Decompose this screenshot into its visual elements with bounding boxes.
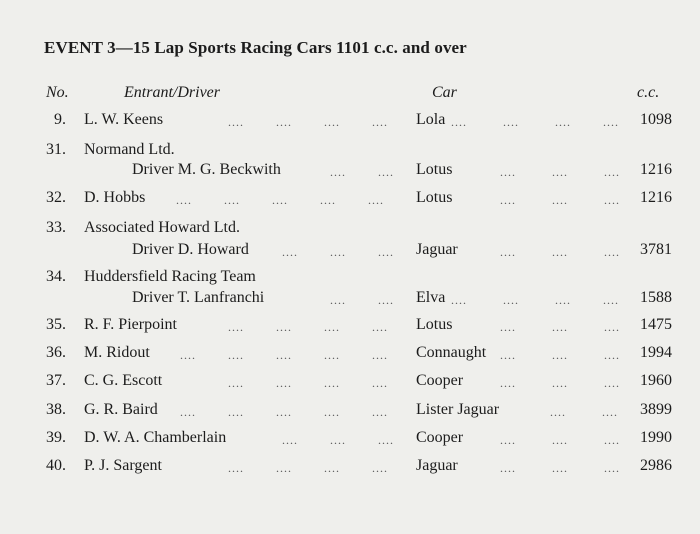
entrant-name: Normand Ltd. (84, 141, 175, 158)
entry-number: 37. (46, 372, 66, 389)
driver-name: Driver T. Lanfranchi (132, 289, 265, 306)
entry-number: 31. (46, 141, 66, 158)
entry-number: 40. (46, 457, 66, 474)
entry-number: 33. (46, 219, 66, 236)
entrant-name: R. F. Pierpoint (84, 316, 177, 333)
event-title: EVENT 3—15 Lap Sports Racing Cars 1101 c.c. and over (44, 38, 467, 57)
entrant-name: Associated Howard Ltd. (84, 219, 240, 236)
engine-cc: 1994 (640, 344, 672, 361)
leader-dots: .... .... .... (500, 461, 620, 475)
engine-cc: 1216 (640, 161, 672, 178)
entrant-name: D. Hobbs (84, 189, 146, 206)
column-header-car: Car (432, 84, 457, 101)
leader-dots: .... .... .... (500, 193, 620, 207)
car-name: Lola (416, 111, 446, 128)
entrant-name: D. W. A. Chamberlain (84, 429, 227, 446)
car-name: Jaguar (416, 241, 458, 258)
engine-cc: 1475 (640, 316, 672, 333)
leader-dots: .... .... .... .... (228, 461, 388, 475)
leader-dots: .... .... .... .... .... (176, 193, 384, 207)
entrant-name: Huddersfield Racing Team (84, 268, 256, 285)
car-name: Cooper (416, 429, 464, 446)
entry-number: 9. (54, 111, 66, 128)
car-name: Lotus (416, 161, 453, 178)
driver-name: Driver D. Howard (132, 241, 249, 258)
entrant-name: C. G. Escott (84, 372, 163, 389)
leader-dots: .... .... .... (500, 433, 620, 447)
leader-dots: .... .... .... .... (451, 293, 619, 307)
car-name: Lister Jaguar (416, 401, 500, 418)
leader-dots: .... .... .... (500, 348, 620, 362)
entry-number: 39. (46, 429, 66, 446)
leader-dots: .... .... .... (500, 165, 620, 179)
car-name: Cooper (416, 372, 464, 389)
entry-number: 35. (46, 316, 66, 333)
entrant-name: M. Ridout (84, 344, 150, 361)
column-header-no: No. (46, 84, 69, 101)
car-name: Connaught (416, 344, 487, 361)
entry-number: 36. (46, 344, 66, 361)
column-header-cc: c.c. (637, 84, 660, 101)
leader-dots: .... .... (330, 293, 394, 307)
engine-cc: 3781 (640, 241, 672, 258)
engine-cc: 1098 (640, 111, 672, 128)
car-name: Lotus (416, 316, 453, 333)
entry-number: 34. (46, 268, 66, 285)
leader-dots: .... .... .... (282, 245, 394, 259)
leader-dots: .... .... .... .... .... (180, 348, 388, 362)
leader-dots: .... .... (550, 405, 618, 419)
entry-number: 38. (46, 401, 66, 418)
engine-cc: 3899 (640, 401, 672, 418)
entrant-name: P. J. Sargent (84, 457, 162, 474)
engine-cc: 1216 (640, 189, 672, 206)
column-header-entrant: Entrant/Driver (124, 84, 220, 101)
entrant-name: L. W. Keens (84, 111, 164, 128)
engine-cc: 1990 (640, 429, 672, 446)
entrant-name: G. R. Baird (84, 401, 158, 418)
engine-cc: 1588 (640, 289, 672, 306)
leader-dots: .... .... .... .... (228, 115, 388, 129)
car-name: Lotus (416, 189, 453, 206)
leader-dots: .... .... .... .... .... (180, 405, 388, 419)
leader-dots: .... .... .... (500, 376, 620, 390)
engine-cc: 2986 (640, 457, 672, 474)
car-name: Elva (416, 289, 446, 306)
leader-dots: .... .... .... .... (228, 376, 388, 390)
driver-name: Driver M. G. Beckwith (132, 161, 281, 178)
leader-dots: .... .... .... .... (228, 320, 388, 334)
leader-dots: .... .... (330, 165, 394, 179)
entry-number: 32. (46, 189, 66, 206)
leader-dots: .... .... .... (282, 433, 394, 447)
leader-dots: .... .... .... .... (451, 115, 619, 129)
leader-dots: .... .... .... (500, 320, 620, 334)
engine-cc: 1960 (640, 372, 672, 389)
leader-dots: .... .... .... (500, 245, 620, 259)
car-name: Jaguar (416, 457, 458, 474)
